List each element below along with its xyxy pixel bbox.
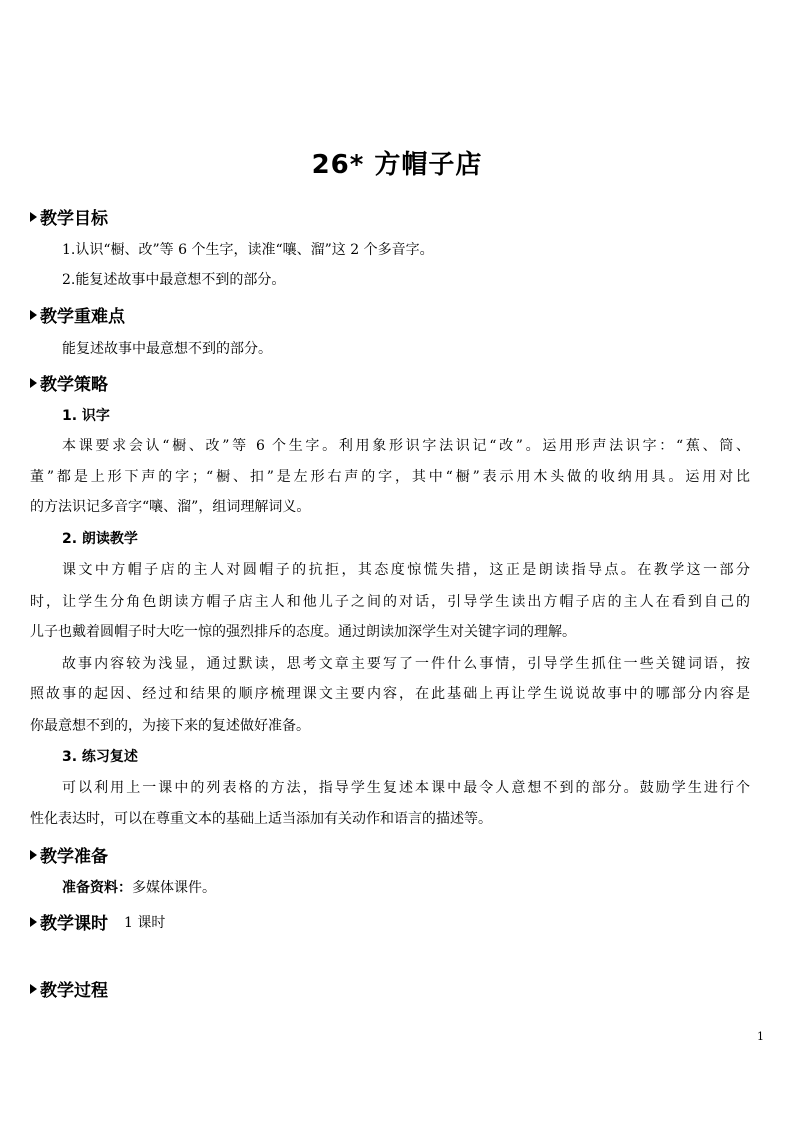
hours-text: 1 课时 — [124, 914, 166, 931]
subsection-title-literacy: 1. 识字 — [62, 408, 110, 424]
paragraph-line: 的方法识记多音字“嚷、溜”，组词理解词义。 — [30, 499, 311, 515]
paragraph-line: 儿子也戴着圆帽子时大吃一惊的强烈排斥的态度。通过朗读加深学生对关键字词的理解。 — [30, 624, 576, 640]
section-heading-process — [30, 976, 108, 1001]
heading-text: 教学策略 — [40, 375, 108, 395]
paragraph-line: 董”都是上形下声的字；“橱、扣”是左形右声的字，其中“橱”表示用木头做的收纳用具。运用对比 — [30, 469, 750, 485]
section-heading-goals — [30, 204, 108, 229]
goal-item-2: 2.能复述故事中最意想不到的部分。 — [62, 272, 286, 288]
section-heading-hours — [30, 909, 165, 934]
paragraph-line: 你最意想不到的，为接下来的复述做好准备。 — [30, 718, 310, 734]
prep-text: 多媒体课件。 — [132, 880, 216, 896]
section-heading-key-points — [30, 302, 125, 327]
subsection-title-reading: 2. 朗读教学 — [62, 531, 138, 547]
key-points-text: 能复述故事中最意想不到的部分。 — [62, 341, 272, 357]
triangle-bullet-icon — [30, 378, 37, 388]
triangle-bullet-icon — [30, 212, 37, 222]
paragraph-line: 课文中方帽子店的主人对圆帽子的抗拒，其态度惊慌失措，这正是朗读指导点。在教学这一部分 — [62, 562, 750, 578]
prep-label: 准备资料： — [62, 880, 132, 896]
paragraph-line: 可以利用上一课中的列表格的方法，指导学生复述本课中最令人意想不到的部分。鼓励学生进行个 — [62, 780, 750, 796]
paragraph-line: 照故事的起因、经过和结果的顺序梳理课文主要内容，在此基础上再让学生说说故事中的哪部分内容是 — [30, 686, 750, 702]
heading-text: 教学重难点 — [40, 307, 125, 327]
section-heading-strategy — [30, 370, 108, 395]
heading-text: 教学课时 — [40, 914, 108, 934]
triangle-bullet-icon — [30, 917, 37, 927]
subsection-title-retelling: 3. 练习复述 — [62, 749, 138, 765]
paragraph-line: 时，让学生分角色朗读方帽子店主人和他儿子之间的对话，引导学生读出方帽子店的主人在看到自己的 — [30, 594, 750, 610]
triangle-bullet-icon — [30, 984, 37, 994]
page-title: 26* 方帽子店 — [311, 150, 483, 180]
goal-item-1: 1.认识“橱、改”等 6 个生字，读准“嚷、溜”这 2 个多音字。 — [62, 242, 434, 258]
heading-text: 教学目标 — [40, 209, 108, 229]
page-number: 1 — [757, 1030, 764, 1043]
heading-text: 教学过程 — [40, 981, 108, 1001]
prep-line — [62, 877, 216, 897]
heading-text: 教学准备 — [40, 847, 108, 867]
triangle-bullet-icon — [30, 850, 37, 860]
paragraph-line: 故事内容较为浅显，通过默读，思考文章主要写了一件什么事情，引导学生抓住一些关键词语，按 — [62, 656, 750, 672]
paragraph-line: 本课要求会认“橱、改”等 6 个生字。利用象形识字法识记“改”。运用形声法识字：“蕉、筒、 — [62, 438, 750, 454]
paragraph-line: 性化表达时，可以在尊重文本的基础上适当添加有关动作和语言的描述等。 — [30, 811, 492, 827]
section-heading-prep — [30, 842, 108, 867]
triangle-bullet-icon — [30, 310, 37, 320]
